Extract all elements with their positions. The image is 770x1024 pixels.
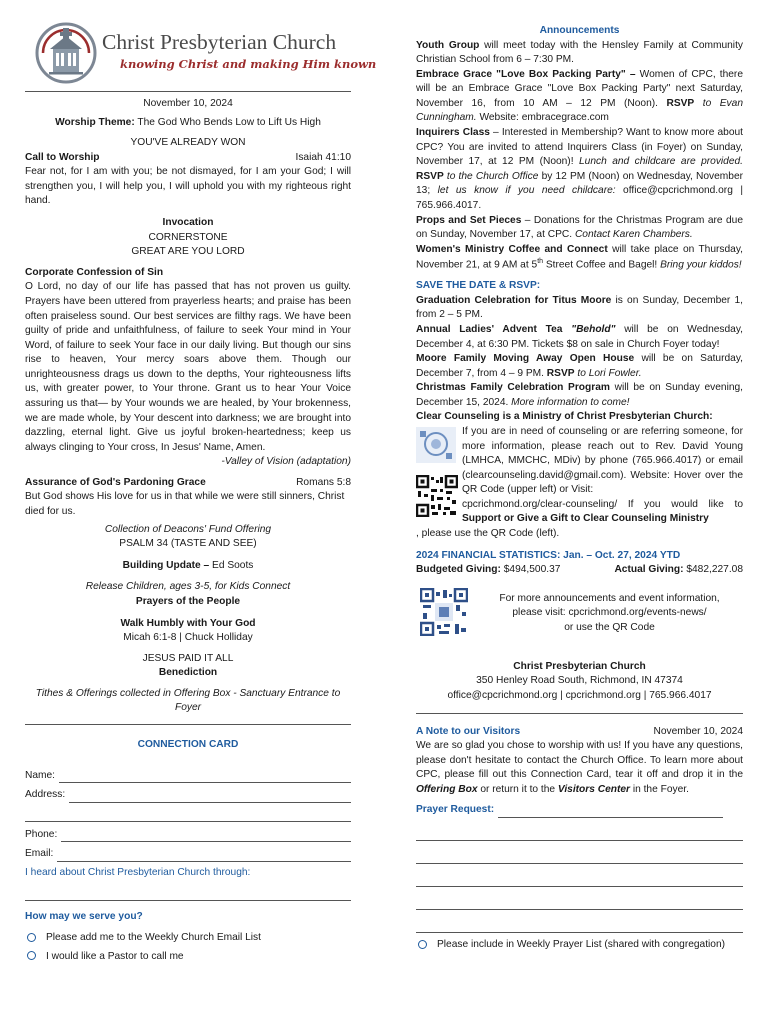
song-jesus-paid-it-all: JESUS PAID IT ALL xyxy=(142,652,234,664)
prayer-line-1[interactable] xyxy=(416,826,743,841)
email-field[interactable]: Email: xyxy=(25,847,351,862)
tear-off-divider xyxy=(25,724,351,725)
release-children: Release Children, ages 3-5, for Kids Connect xyxy=(85,581,291,593)
name-field[interactable]: Name: xyxy=(25,769,351,784)
header-divider xyxy=(25,91,351,92)
visitors-divider xyxy=(416,713,743,714)
clear-counseling-qr-icon[interactable] xyxy=(416,475,458,517)
actual-giving: Actual Giving: $482,227.08 xyxy=(614,564,743,576)
benediction: Benediction xyxy=(158,667,218,679)
deacons-offering: Collection of Deacons' Fund Offering xyxy=(104,523,272,535)
womens-ministry-announcement: Women's Ministry Coffee and Connect will take place on Thursday, November 21, at 9 AM at 5th Street Coffee and Bagel! Bring your kiddos! xyxy=(416,243,743,271)
weekly-prayer-list-option[interactable]: Please include in Weekly Prayer List (shared with congregation) xyxy=(416,938,743,953)
walk-humbly: Walk Humbly with Your God xyxy=(120,617,256,629)
worship-order xyxy=(25,91,351,964)
props-announcement: Props and Set Pieces – Donations for the Christmas Program are due on Sunday, November 17, at CPC. Contact Karen Chambers. xyxy=(416,214,743,241)
heard-about-label: I heard about Christ Presbyterian Church through: xyxy=(25,866,251,878)
pastor-call-checkbox[interactable] xyxy=(27,951,36,960)
announcements-column xyxy=(416,24,743,953)
tithes-note: Tithes & Offerings collected in Offering Box - Sanctuary Entrance to Foyer xyxy=(35,687,341,714)
call-to-worship-heading: Call to Worship Isaiah 41:10 xyxy=(25,151,351,163)
clear-counseling-logo-icon xyxy=(416,427,456,463)
graduation-announcement: Graduation Celebration for Titus Moore is on Sunday, December 1, from 2 – 5 PM. xyxy=(416,294,743,321)
embrace-grace-announcement: Embrace Grace "Love Box Packing Party" – Women of CPC, there will be an Embrace Grace "Love Box Packing Party" next Saturday, November 16, from 10 AM – 12 PM (Noon). RSVP to Evan Cunningham. Website: embracegrace.com xyxy=(416,68,743,124)
pastor-call-option[interactable]: I would like a Pastor to call me xyxy=(25,950,351,965)
events-info: For more announcements and event information, please visit: cpcrichmond.org/events-news/ or use the QR Code xyxy=(499,592,720,633)
psalm-34: PSALM 34 (TASTE AND SEE) xyxy=(119,538,257,550)
advent-tea-announcement: Annual Ladies' Advent Tea "Behold" will be on Wednesday, December 4, at 6:30 PM. Tickets $8 on sale in Church Foyer today! xyxy=(416,323,743,350)
address-line-2[interactable] xyxy=(25,807,351,822)
confession-source: -Valley of Vision (adaptation) xyxy=(221,456,351,468)
prayer-line-4[interactable] xyxy=(416,895,743,910)
assurance-text: But God shows His love for us in that while we were still sinners, Christ died for us. xyxy=(25,491,345,518)
serve-heading: How may we serve you? xyxy=(25,911,143,923)
financial-values xyxy=(416,563,743,578)
worship-theme: Worship Theme: The God Who Bends Low to Lift Us High xyxy=(55,116,321,128)
contact-info: office@cpcrichmond.org | cpcrichmond.org | 765.966.4017 xyxy=(447,689,712,701)
building-update: Building Update – Ed Soots xyxy=(122,559,254,571)
budgeted-giving: Budgeted Giving: $494,500.37 xyxy=(416,564,561,576)
church-logo xyxy=(32,22,377,82)
moore-family-announcement: Moore Family Moving Away Open House will be on Saturday, December 7, from 4 – 9 PM. RSVP to Lori Fowler. xyxy=(416,353,743,379)
church-emblem-icon xyxy=(35,22,97,84)
clear-counseling-text: If you are in need of counseling or are referring someone, for more information, please reach out to Rev. David Young (LMHCA, MMCHC, MDiv) by phone (765.966.4017) or email (clearcounseling.david@gmail.com). Website: Hover over the QR Code (upper left) or Visit: xyxy=(462,426,743,496)
connection-card-title: CONNECTION CARD xyxy=(137,738,239,750)
inquirers-class-announcement: Inquirers Class – Interested in Membership? Want to know more about CPC? You are invited to attend Inquirers Class (in Foyer) on Sunday, November 17, at 12 PM (Noon)! Lunch and childcare are provided. RSVP to the Church Office by 12 PM (Noon) on Wednesday, November 13; let us know if you need childcare: office@cpcrichmond.org | 765.966.4017. xyxy=(416,127,743,211)
prayer-line-2[interactable] xyxy=(416,849,743,864)
save-the-date-title: SAVE THE DATE & RSVP: xyxy=(416,280,541,292)
church-tagline: knowing Christ and making Him known xyxy=(120,57,377,71)
visitors-note: We are so glad you chose to worship with us! If you have any questions, please don't hesitate to contact the Church Office. To learn more about CPC, please fill out this Connection Card, tear it off and drop it in the Offering Box or return it to the Visitors Center in the Foyer. xyxy=(416,740,743,795)
prayer-line-3[interactable] xyxy=(416,872,743,887)
address-field[interactable]: Address: xyxy=(25,788,351,803)
invocation: Invocation xyxy=(162,217,214,229)
christmas-program-announcement: Christmas Family Celebration Program will be on Sunday evening, December 15, 2024. More information to come! xyxy=(416,382,744,408)
contact-address: 350 Henley Road South, Richmond, IN 47374 xyxy=(476,675,683,687)
heard-about-line[interactable] xyxy=(25,886,351,901)
clear-counseling-end: , please use the QR Code (left). xyxy=(416,528,560,540)
email-list-option[interactable]: Please add me to the Weekly Church Email List xyxy=(25,931,351,946)
church-name: Christ Presbyterian Church xyxy=(102,30,337,54)
events-qr-icon[interactable] xyxy=(420,588,468,636)
prayer-request-field[interactable]: Prayer Request: xyxy=(416,803,723,818)
visitors-heading: A Note to our Visitors November 10, 2024 xyxy=(416,725,743,737)
confession-text: O Lord, no day of our life has passed that has not proven us guilty. Prayers have been uttered from prayerless hearts; and praise has been often praiseless sound. Our best services are filthy rags. We have been guilty of pride and unfaithfulness, of failure to seek Your mind in Your Word, of failure to seek Your face in our daily living. But though our sins rise to heaven, Your mercy soars above them. Though our unrighteousness drags us down to the depths, Your righteousness lifts us, with greater power, to Your throne. Grant us to hear Your Voice assuring us that— by Your wounds we are healed, by Your brokenness, we are made whole, by Your descent into darkness; we are brought into dazzling, eternal light. Give us joyful broken-heartedness; keep us always clinging to Your cross, In Jesus' Name, Amen. xyxy=(25,281,351,453)
contact-church-name: Christ Presbyterian Church xyxy=(513,660,646,672)
micah-reference: Micah 6:1-8 | Chuck Holliday xyxy=(123,632,253,644)
email-list-checkbox[interactable] xyxy=(27,933,36,942)
call-to-worship-text: Fear not, for I am with you; be not dismayed, for I am your God; I will strengthen you, I will help you, I will uphold you with my righteous right hand. xyxy=(25,166,351,207)
weekly-prayer-list-checkbox[interactable] xyxy=(418,940,427,949)
announcements-title: Announcements xyxy=(539,25,620,36)
prayer-line-5[interactable] xyxy=(416,918,743,933)
clear-counseling-block xyxy=(416,425,743,527)
prayers-of-the-people: Prayers of the People xyxy=(135,595,241,607)
events-qr-block xyxy=(416,588,743,652)
confession-heading: Corporate Confession of Sin xyxy=(25,266,164,278)
assurance-heading: Assurance of God's Pardoning Grace Romans 5:8 xyxy=(25,476,351,488)
song-cornerstone: CORNERSTONE xyxy=(148,231,228,243)
song-youve-already-won: YOU'VE ALREADY WON xyxy=(130,137,246,149)
clear-counseling-heading: Clear Counseling is a Ministry of Christ Presbyterian Church: xyxy=(416,411,713,423)
song-great-are-you-lord: GREAT ARE YOU LORD xyxy=(131,246,245,258)
financial-title: 2024 FINANCIAL STATISTICS: Jan. – Oct. 27, 2024 YTD xyxy=(416,549,681,561)
clear-counseling-url: cpcrichmond.org/clear-counseling/ If you would like to Support or Give a Gift to Clear Counseling Ministry xyxy=(462,498,743,525)
phone-field[interactable]: Phone: xyxy=(25,828,351,843)
service-date: November 10, 2024 xyxy=(143,98,233,109)
youth-group-announcement: Youth Group will meet today with the Hensley Family at Community Christian School from 6 – 7:30 PM. xyxy=(416,39,743,66)
